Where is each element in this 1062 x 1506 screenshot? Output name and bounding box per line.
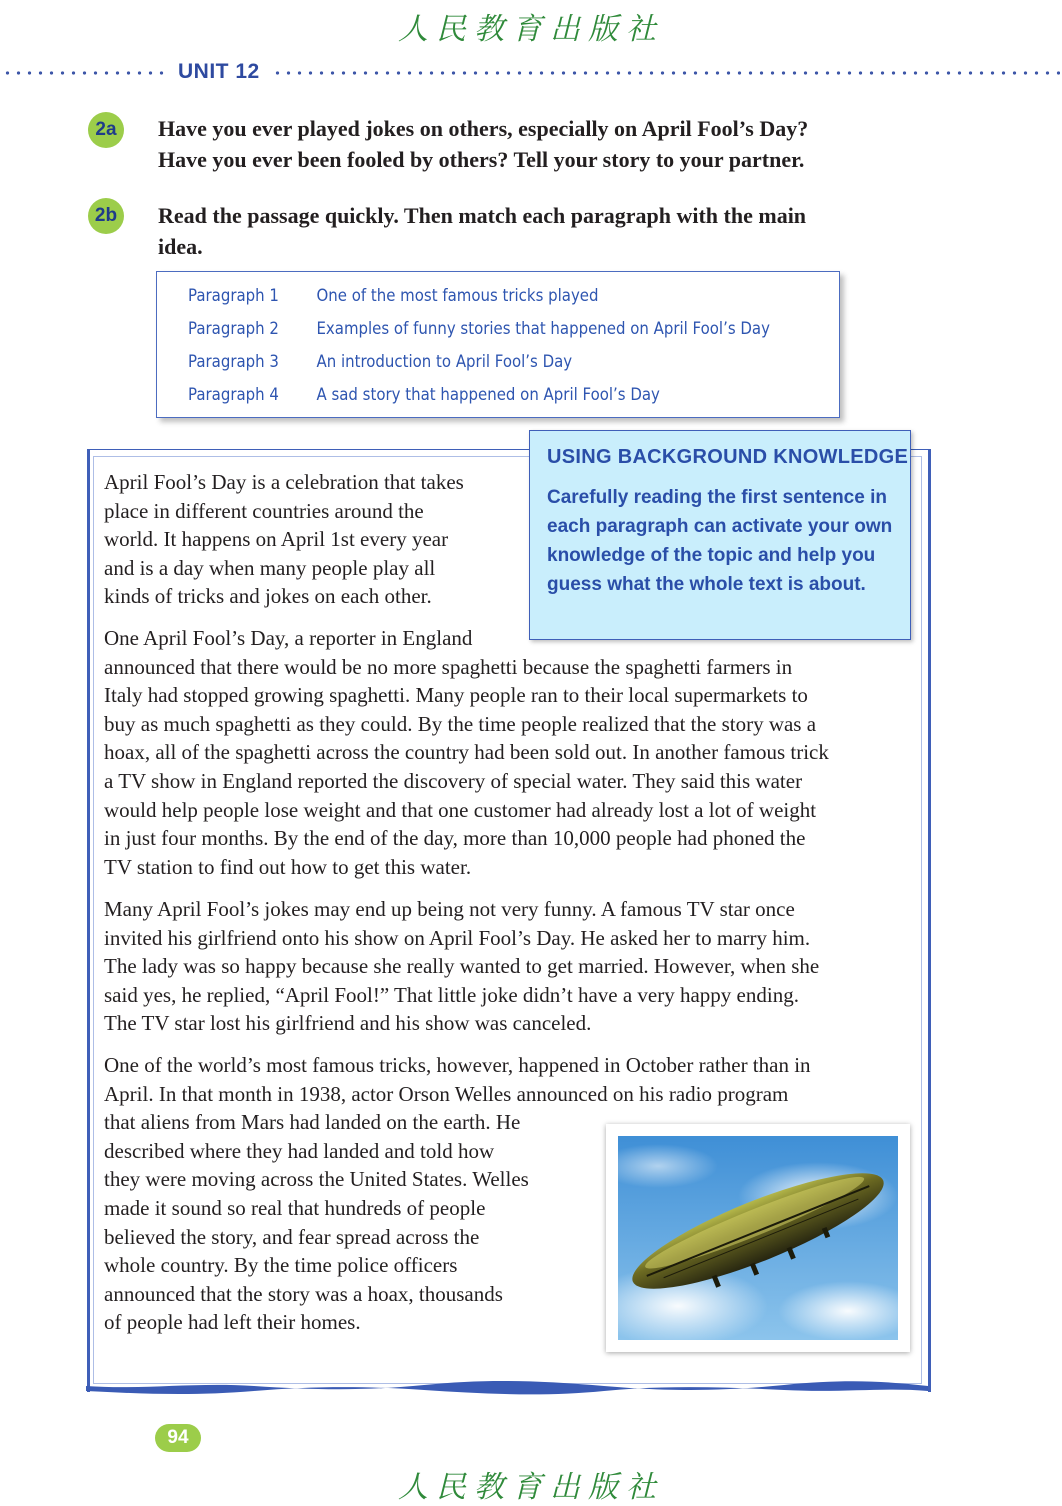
passage-line: The TV star lost his girlfriend and his show was canceled.	[104, 1011, 592, 1036]
passage-line: The lady was so happy because she really wanted to get married. However, when she	[104, 954, 820, 979]
passage-line: and is a day when many people play all	[104, 555, 436, 580]
passage-line: in just four months. By the end of the day, more than 10,000 people had phoned the	[104, 826, 806, 851]
match-row	[188, 280, 598, 313]
publisher-header: 人民教育出版社	[398, 12, 664, 47]
passage-line: of people had left their homes.	[104, 1310, 361, 1335]
passage-line: hoax, all of the spaghetti across the country had been sold out. In another famous trick	[104, 740, 829, 765]
tip-title: USING BACKGROUND KNOWLEDGE	[547, 446, 909, 468]
publisher-footer: 人民教育出版社	[398, 1470, 664, 1505]
passage-line: Italy had stopped growing spaghetti. Many people ran to their local supermarkets to	[104, 683, 808, 708]
match-paragraph-label: Paragraph 1	[188, 286, 279, 306]
passage-line: that aliens from Mars had landed on the earth. He	[104, 1110, 521, 1135]
match-main-idea: Examples of funny stories that happened on April Fool’s Day	[316, 319, 770, 339]
match-paragraph-label: Paragraph 3	[188, 352, 279, 372]
dotted-rule-left	[2, 71, 168, 75]
passage-line: whole country. By the time police officers	[104, 1253, 458, 1278]
passage-line: April Fool’s Day is a celebration that takes	[104, 470, 464, 494]
passage-line: made it sound so real that hundreds of people	[104, 1195, 486, 1220]
match-row	[188, 313, 770, 346]
passage-line: world. It happens on April 1st every year	[104, 527, 449, 552]
page-number: 94	[155, 1424, 201, 1452]
passage-paragraph-1	[104, 468, 464, 611]
unit-label: UNIT 12	[178, 60, 260, 83]
passage-line: One of the world’s most famous tricks, however, happened in October rather than in	[104, 1053, 811, 1077]
match-main-idea: One of the most famous tricks played	[316, 286, 599, 306]
passage-bottom-wave	[84, 1374, 930, 1396]
activity-2b-line2: idea.	[158, 234, 203, 259]
activity-2a-line1: Have you ever played jokes on others, especially on April Fool’s Day?	[158, 116, 809, 141]
tip-body: Carefully reading the first sentence in each paragraph can activate your own knowledge of the topic and help you guess what the whole text is about.	[547, 487, 893, 595]
match-paragraph-label: Paragraph 2	[188, 319, 279, 339]
match-row	[188, 346, 572, 379]
passage-line: buy as much spaghetti as they could. By the time people realized that the story was a	[104, 711, 817, 736]
activity-badge-2a: 2a	[88, 112, 124, 148]
unit-header	[0, 60, 1062, 86]
passage-line: believed the story, and fear spread across the	[104, 1224, 480, 1249]
passage-line: TV station to find out how to get this water.	[104, 854, 472, 879]
passage-line: invited his girlfriend onto his show on April Fool’s Day. He asked her to marry him.	[104, 925, 811, 950]
passage-line: would help people lose weight and that one customer had already lost a lot of weight	[104, 797, 817, 822]
passage-line: a TV show in England reported the discovery of special water. They said this water	[104, 768, 803, 793]
passage-paragraph-3	[104, 895, 819, 1038]
passage-line: place in different countries around the	[104, 498, 424, 523]
passage-line: April. In that month in 1938, actor Orson Welles announced on his radio program	[104, 1081, 789, 1106]
match-main-idea: An introduction to April Fool’s Day	[316, 352, 573, 372]
activity-2b-line1: Read the passage quickly. Then match each paragraph with the main	[158, 203, 807, 228]
matching-box	[156, 271, 840, 418]
passage-line: One April Fool’s Day, a reporter in England	[104, 626, 473, 650]
ufo-photo-frame	[606, 1124, 910, 1352]
passage-paragraph-2	[104, 624, 829, 881]
dotted-rule-right	[272, 71, 1060, 75]
passage-line: announced that the story was a hoax, thousands	[104, 1281, 503, 1306]
passage-line: said yes, he replied, “April Fool!” That little joke didn’t have a very happy ending.	[104, 982, 799, 1007]
passage-line: kinds of tricks and jokes on each other.	[104, 584, 432, 609]
match-row	[188, 379, 660, 412]
match-paragraph-label: Paragraph 4	[188, 385, 279, 405]
activity-badge-2b: 2b	[88, 198, 124, 234]
passage-line: Many April Fool’s jokes may end up being not very funny. A famous TV star once	[104, 897, 795, 921]
activity-2a-line2: Have you ever been fooled by others? Tell your story to your partner.	[158, 147, 805, 172]
ufo-illustration	[618, 1136, 898, 1340]
tip-box	[529, 430, 911, 640]
passage-line: they were moving across the United States. Welles	[104, 1167, 529, 1192]
passage-line: announced that there would be no more spaghetti because the spaghetti farmers in	[104, 654, 793, 679]
match-main-idea: A sad story that happened on April Fool’s Day	[316, 385, 660, 405]
passage-line: described where they had landed and told how	[104, 1138, 495, 1163]
